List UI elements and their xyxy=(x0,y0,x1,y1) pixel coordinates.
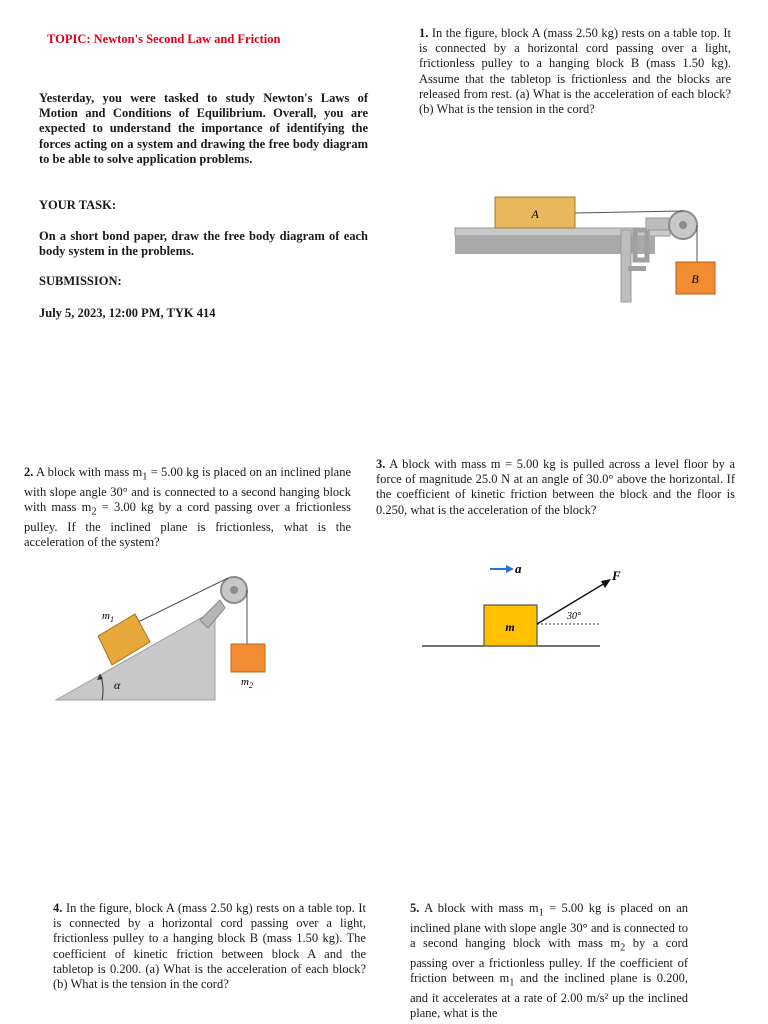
acceleration-label: a xyxy=(515,561,522,576)
problem-5-text-b: = 5.00 kg is placed on an inclined plane with slope angle 30° and is connected to a second hanging block with mass m xyxy=(410,901,688,950)
problem-4 xyxy=(53,901,366,992)
submission-heading: SUBMISSION: xyxy=(39,274,122,288)
task-text: On a short bond paper, draw the free body diagram of each body system in the problems. xyxy=(39,229,368,259)
topic-title: TOPIC: Newton's Second Law and Friction xyxy=(47,32,281,46)
clamp-screw xyxy=(628,266,646,271)
problem-2 xyxy=(24,465,351,550)
problem-2-text-a: A block with mass m xyxy=(35,465,143,479)
block-m2 xyxy=(231,644,265,672)
acceleration-arrowhead xyxy=(506,565,514,573)
problem-1-text: In the figure, block A (mass 2.50 kg) rests on a table top. It is connected by a horizontal cord passing over a light, frictionless pulley to a hanging block B (mass 1.50 kg). Assume that the tabletop is frictionless and the blocks are released from rest. (a) What is the acceleration of each block? (b) What is the tension in the cord? xyxy=(419,26,732,117)
block-a-label: A xyxy=(531,207,539,221)
block-m1-label: $m_1$ xyxy=(102,610,114,624)
angle-label: α xyxy=(114,678,121,692)
problem-5-sub-1: 1 xyxy=(538,907,544,919)
problem-3 xyxy=(376,457,735,518)
problem-1-number: 1. xyxy=(419,26,429,40)
problem-5-text-d: and the inclined plane is 0.200, and it accelerates at a rate of 2.00 m/s² up the inclined plane, what is the xyxy=(410,970,688,1020)
problem-5-number: 5. xyxy=(410,901,420,915)
force-arrowhead xyxy=(601,579,611,588)
cord-horizontal xyxy=(575,211,683,213)
problem-2-sub-1: 1 xyxy=(142,471,148,483)
block-m2-label: $m_2$ xyxy=(241,676,253,690)
problem-5-text-c: by a cord passing over a frictionless pulley. If the coefficient of friction between m xyxy=(410,935,688,985)
problem-3-text: A block with mass m = 5.00 kg is pulled across a level floor by a force of magnitude 25.0 N at an angle of 30.0° above the horizontal. If the coefficient of kinetic friction between the block and the floor is 0.250, what is the acceleration of the block? xyxy=(376,457,736,517)
force-label: F xyxy=(612,568,621,583)
pulley-axle xyxy=(230,586,238,594)
block-m-label: m xyxy=(505,620,515,634)
task-heading: YOUR TASK: xyxy=(39,198,116,212)
problem-5-sub-3: 1 xyxy=(509,977,515,989)
problem-2-text-b: = 5.00 kg is placed on an inclined plane with slope angle 30° and is connected to a second hanging block with mass m xyxy=(24,465,352,514)
problem-2-number: 2. xyxy=(24,465,34,479)
block-b-label: B xyxy=(691,272,699,286)
problem-5-text-a: A block with mass m xyxy=(424,901,539,915)
problem-4-number: 4. xyxy=(53,901,63,915)
problem-5 xyxy=(410,901,688,1021)
problem-5-sub-2: 2 xyxy=(620,942,626,954)
figure-3-pulled-block xyxy=(420,558,620,653)
problem-1 xyxy=(419,26,731,117)
pulley-axle xyxy=(679,221,687,229)
submission-text: July 5, 2023, 12:00 PM, TYK 414 xyxy=(39,306,216,320)
problem-3-number: 3. xyxy=(376,457,386,471)
figure-2-incline xyxy=(50,570,280,705)
problem-4-text: In the figure, block A (mass 2.50 kg) rests on a table top. It is connected by a horizontal cord passing over a light, frictionless pulley to a hanging block B (mass 1.50 kg). The coefficient of kinetic friction between block A and the tabletop is 0.200. (a) What is the acceleration of each block? (b) What is the tension in the cord? xyxy=(53,901,366,992)
figure-1-table-pulley xyxy=(450,190,730,310)
problem-2-sub-2: 2 xyxy=(91,506,97,518)
intro-paragraph: Yesterday, you were tasked to study Newton's Laws of Motion and Conditions of Equilibrium. Overall, you are expected to understand the importance of identifying the forces acting on a system and drawing the free body diagram to be able to solve application problems. xyxy=(39,91,368,166)
angle-label: 30° xyxy=(567,611,581,622)
problem-2-text-c: = 3.00 kg by a cord passing over a frictionless pulley. If the inclined plane is frictionless, what is the acceleration of the system? xyxy=(24,499,351,549)
